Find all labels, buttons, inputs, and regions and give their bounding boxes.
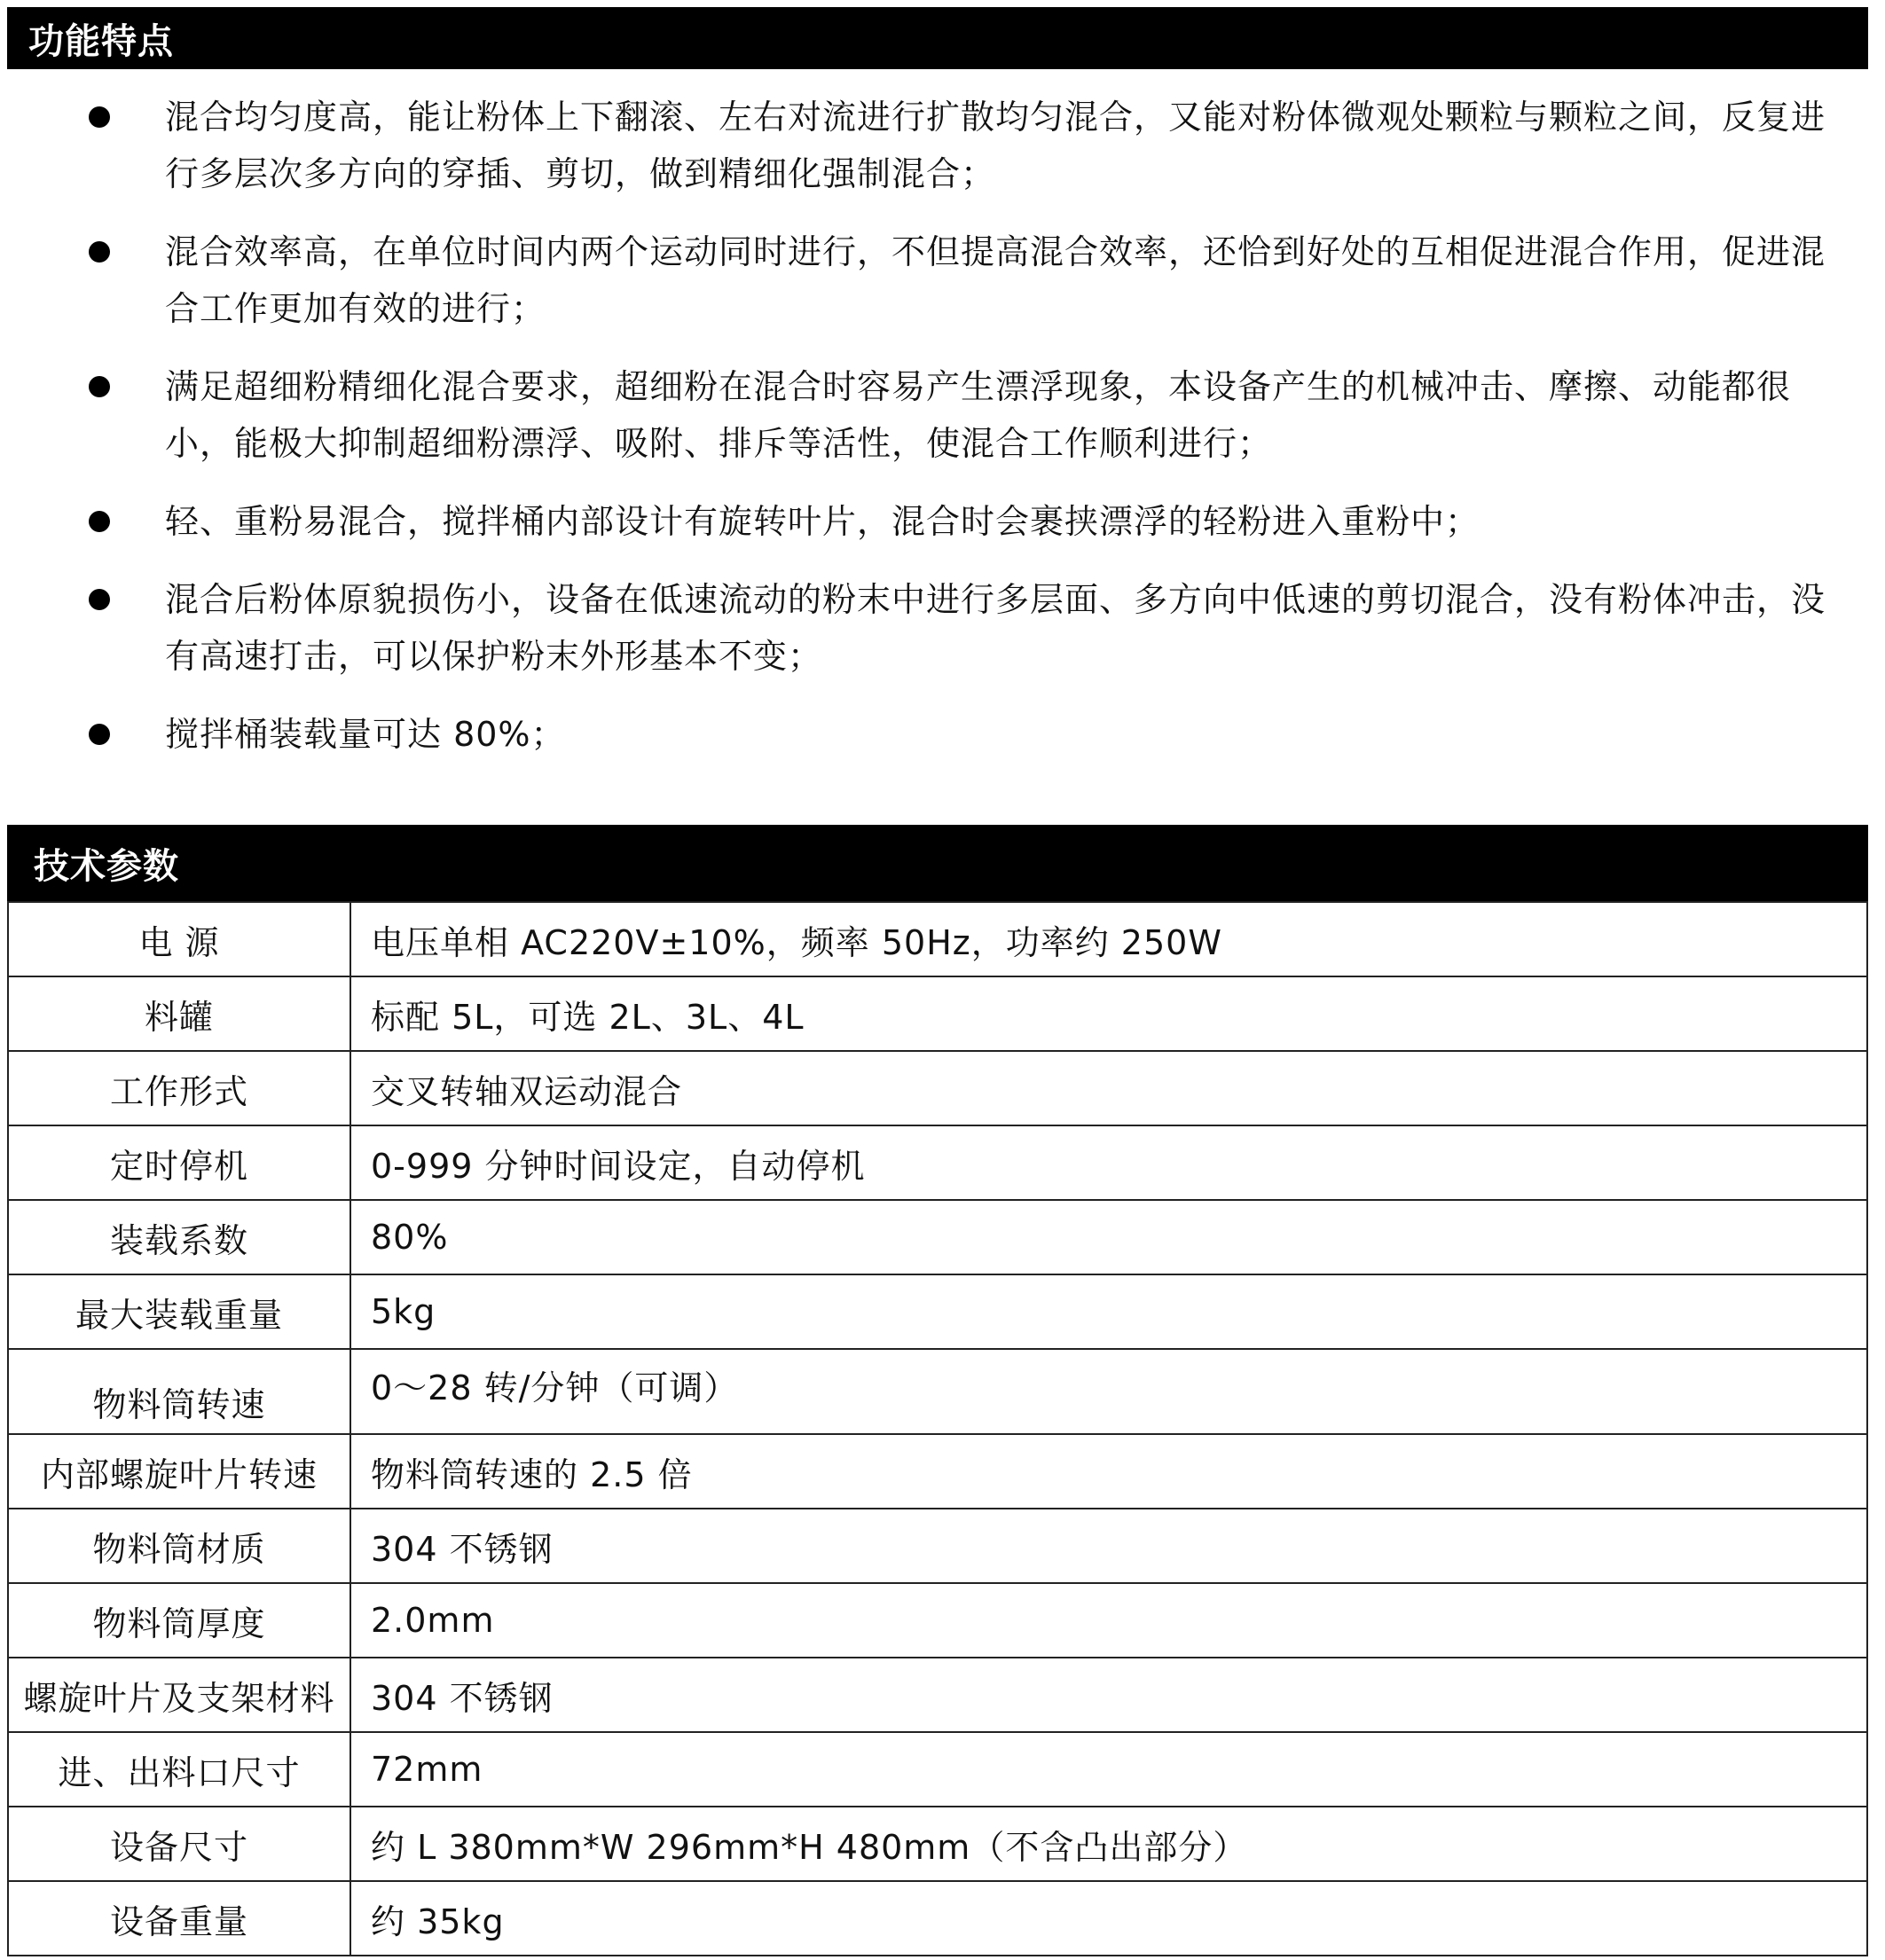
param-label: 最大装载重量 <box>8 1274 350 1349</box>
feature-text: 搅拌桶装载量可达 80%； <box>165 715 566 754</box>
param-label: 内部螺旋叶片转速 <box>8 1434 350 1509</box>
table-row <box>8 1349 1867 1434</box>
table-row <box>8 1125 1867 1200</box>
param-label: 进、出料口尺寸 <box>8 1732 350 1807</box>
table-row <box>8 902 1867 976</box>
features-list <box>0 89 1885 784</box>
param-label: 物料筒转速 <box>8 1349 350 1434</box>
bullet-icon <box>89 241 110 263</box>
param-value: 标配 5L，可选 2L、3L、4L <box>350 976 1867 1051</box>
param-label: 电 源 <box>8 902 350 976</box>
table-row <box>8 1732 1867 1807</box>
feature-text: 混合效率高，在单位时间内两个运动同时进行，不但提高混合效率，还恰到好处的互相促进混合作用，促进混合工作更加有效的进行； <box>165 232 1826 328</box>
bullet-icon <box>89 376 110 397</box>
param-value: 物料筒转速的 2.5 倍 <box>350 1434 1867 1509</box>
feature-text: 轻、重粉易混合，搅拌桶内部设计有旋转叶片，混合时会裹挟漂浮的轻粉进入重粉中； <box>165 502 1481 541</box>
param-value: 304 不锈钢 <box>350 1509 1867 1583</box>
param-value: 80% <box>350 1200 1867 1274</box>
table-row <box>8 1434 1867 1509</box>
table-row <box>8 1051 1867 1125</box>
bullet-icon <box>89 589 110 610</box>
param-value: 0-999 分钟时间设定，自动停机 <box>350 1125 1867 1200</box>
param-label: 螺旋叶片及支架材料 <box>8 1658 350 1732</box>
param-label: 物料筒材质 <box>8 1509 350 1583</box>
table-row <box>8 1583 1867 1658</box>
bullet-icon <box>89 511 110 532</box>
param-value: 0～28 转/分钟（可调） <box>350 1349 1867 1434</box>
param-value: 电压单相 AC220V±10%，频率 50Hz，功率约 250W <box>350 902 1867 976</box>
param-value: 交叉转轴双运动混合 <box>350 1051 1867 1125</box>
param-value: 304 不锈钢 <box>350 1658 1867 1732</box>
table-row <box>8 976 1867 1051</box>
param-value: 72mm <box>350 1732 1867 1807</box>
param-value: 2.0mm <box>350 1583 1867 1658</box>
table-row <box>8 1881 1867 1956</box>
feature-item <box>0 706 1885 763</box>
bullet-icon <box>89 724 110 745</box>
feature-item <box>0 493 1885 550</box>
param-value: 约 L 380mm*W 296mm*H 480mm（不含凸出部分） <box>350 1807 1867 1881</box>
params-section-title: 技术参数 <box>7 825 1868 901</box>
param-label: 定时停机 <box>8 1125 350 1200</box>
params-table <box>7 901 1868 1956</box>
feature-item <box>0 223 1885 337</box>
param-label: 设备尺寸 <box>8 1807 350 1881</box>
feature-item <box>0 358 1885 472</box>
bullet-icon <box>89 106 110 128</box>
features-section-title: 功能特点 <box>7 7 1868 69</box>
table-row <box>8 1274 1867 1349</box>
feature-text: 混合均匀度高，能让粉体上下翻滚、左右对流进行扩散均匀混合，又能对粉体微观处颗粒与颗粒之间，反复进行多层次多方向的穿插、剪切，做到精细化强制混合； <box>165 98 1826 193</box>
param-label: 装载系数 <box>8 1200 350 1274</box>
feature-text: 混合后粉体原貌损伤小，设备在低速流动的粉末中进行多层面、多方向中低速的剪切混合，没有粉体冲击，没有高速打击，可以保护粉末外形基本不变； <box>165 580 1826 676</box>
feature-text: 满足超细粉精细化混合要求，超细粉在混合时容易产生漂浮现象，本设备产生的机械冲击、摩擦、动能都很小，能极大抑制超细粉漂浮、吸附、排斥等活性，使混合工作顺利进行； <box>165 367 1792 463</box>
feature-item <box>0 89 1885 202</box>
param-label: 设备重量 <box>8 1881 350 1956</box>
param-value: 5kg <box>350 1274 1867 1349</box>
table-row <box>8 1658 1867 1732</box>
param-value: 约 35kg <box>350 1881 1867 1956</box>
param-label: 物料筒厚度 <box>8 1583 350 1658</box>
param-label: 工作形式 <box>8 1051 350 1125</box>
table-row <box>8 1807 1867 1881</box>
table-row <box>8 1200 1867 1274</box>
table-row <box>8 1509 1867 1583</box>
feature-item <box>0 571 1885 685</box>
param-label: 料罐 <box>8 976 350 1051</box>
